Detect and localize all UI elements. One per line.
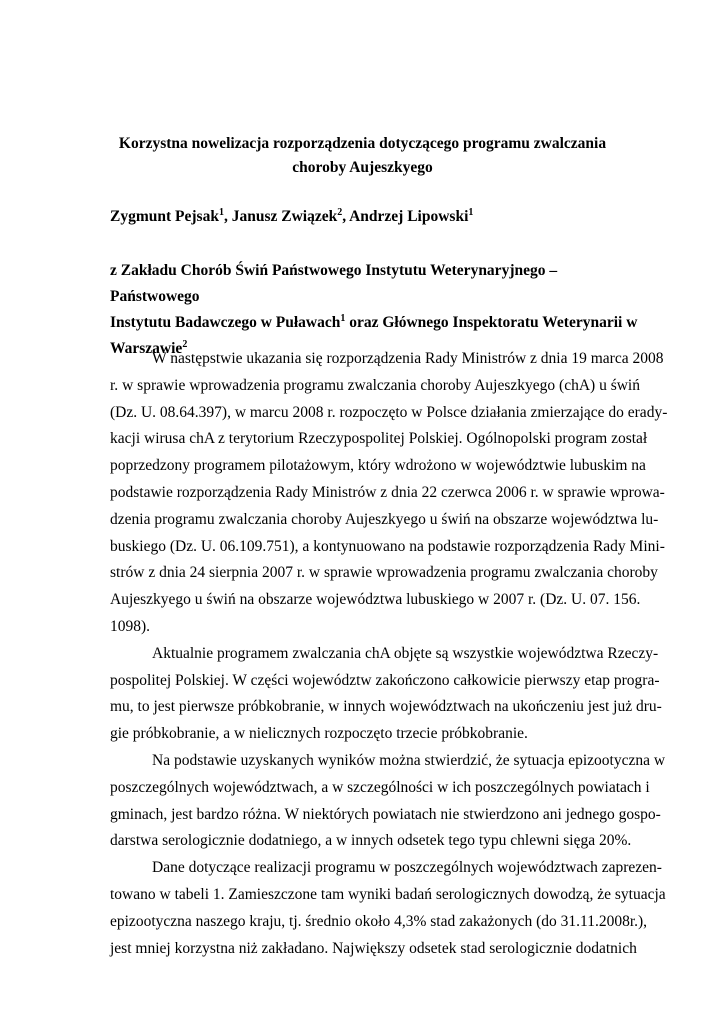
author-name: Zygmunt Pejsak — [110, 208, 219, 225]
paragraph-line: gie próbkobranie, a w nielicznych rozpoczęto trzecie próbkobranie. — [110, 725, 528, 743]
paragraph-line: Aujeszkyego u świń na obszarze województwa lubuskiego w 2007 r. (Dz. U. 07. 156. — [110, 591, 641, 609]
paragraph-line: buskiego (Dz. U. 06.109.751), a kontynuowano na podstawie rozporządzenia Rady Mini- — [110, 537, 665, 555]
paragraph — [110, 641, 662, 748]
author-affil-mark: 1 — [218, 207, 224, 218]
affiliation-line-1: z Zakładu Chorób Świń Państwowego Instytutu Weterynaryjnego – Państwowego — [110, 262, 558, 305]
title-line-2: choroby Aujeszkyego — [292, 159, 433, 176]
paragraph-line: dzenia programu zwalczania choroby Aujeszkyego u świń na obszarze województwa lu- — [110, 510, 659, 528]
article-title — [110, 132, 615, 180]
paragraph-line: epizootyczna naszego kraju, tj. średnio około 4,3% stad zakażonych (do 31.11.2008r.), — [110, 912, 648, 930]
paragraph — [110, 855, 666, 962]
body-text — [110, 346, 668, 962]
paragraph — [110, 748, 666, 855]
paragraph-line: pospolitej Polskiej. W części województw zakończono całkowicie pierwszy etap progra- — [110, 671, 660, 689]
paragraph-line: poprzedzony programem pilotażowym, który wdrożono w województwie lubuskim na — [110, 457, 646, 475]
paragraph-line: jest mniej korzystna niż zakładano. Największy odsetek stad serologicznie dodatnich — [110, 939, 637, 957]
paragraph-line: podstawie rozporządzenia Rady Ministrów z dnia 22 czerwca 2006 r. w sprawie wprowa- — [110, 483, 665, 501]
paragraph-line: gminach, jest bardzo różna. W niektórych powiatach nie stwierdzono ani jednego gospo- — [110, 805, 661, 823]
affiliation-line-2: Instytutu Badawczego w Puławach$^1$ oraz Głównego Inspektoratu Weterynarii w — [110, 313, 638, 331]
paragraph-line: kacji wirusa chA z terytorium Rzeczypospolitej Polskiej. Ogólnopolski program został — [110, 430, 648, 448]
author-affil-mark: 2 — [337, 207, 343, 218]
author-name: Janusz Związek — [231, 208, 338, 225]
author-name: Andrzej Lipowski — [349, 208, 469, 225]
paragraph-line: poszczególnych województwach, a w szczególności w ich poszczególnych powiatach i — [110, 778, 650, 796]
paragraph-line: darstwa serologicznie dodatniego, a w innych odsetek tego typu chlewni sięga 20%. — [110, 832, 632, 850]
paragraph-line: mu, to jest pierwsze próbkobranie, w innych województwach na ukończeniu jest już dru- — [110, 698, 662, 716]
affiliation-line-3: Warszawie$^2$ — [110, 339, 188, 357]
paragraph-line: r. w sprawie wprowadzenia programu zwalczania choroby Aujeszkyego (chA) u świń — [110, 376, 640, 394]
title-line-1: Korzystna nowelizacja rozporządzenia dotyczącego programu zwalczania — [118, 135, 607, 152]
paragraph-line: towano w tabeli 1. Zamieszczone tam wyniki badań serologicznych dowodzą, że sytuacja — [110, 885, 666, 903]
paragraph-line: Na podstawie uzyskanych wyników można stwierdzić, że sytuacja epizootyczna w — [152, 751, 666, 769]
paragraph-line: Aktualnie programem zwalczania chA objęte są wszystkie województwa Rzeczy- — [152, 644, 659, 662]
author-affil-mark: 1 — [468, 207, 474, 218]
paragraph — [110, 346, 668, 641]
paragraph-line: strów z dnia 24 sierpnia 2007 r. w sprawie wprowadzenia programu zwalczania choroby — [110, 564, 658, 582]
author-list: Zygmunt Pejsak$^1$, Janusz Związek$^2$, Andrzej Lipowski$^1$ — [110, 207, 474, 225]
paragraph-line: (Dz. U. 08.64.397), w marcu 2008 r. rozpoczęto w Polsce działania zmierzające do erady- — [110, 403, 668, 421]
paragraph-line: Dane dotyczące realizacji programu w poszczególnych województwach zaprezen- — [152, 859, 662, 877]
paragraph-line: 1098). — [110, 617, 151, 635]
paragraph-line: W następstwie ukazania się rozporządzenia Rady Ministrów z dnia 19 marca 2008 — [152, 350, 664, 367]
